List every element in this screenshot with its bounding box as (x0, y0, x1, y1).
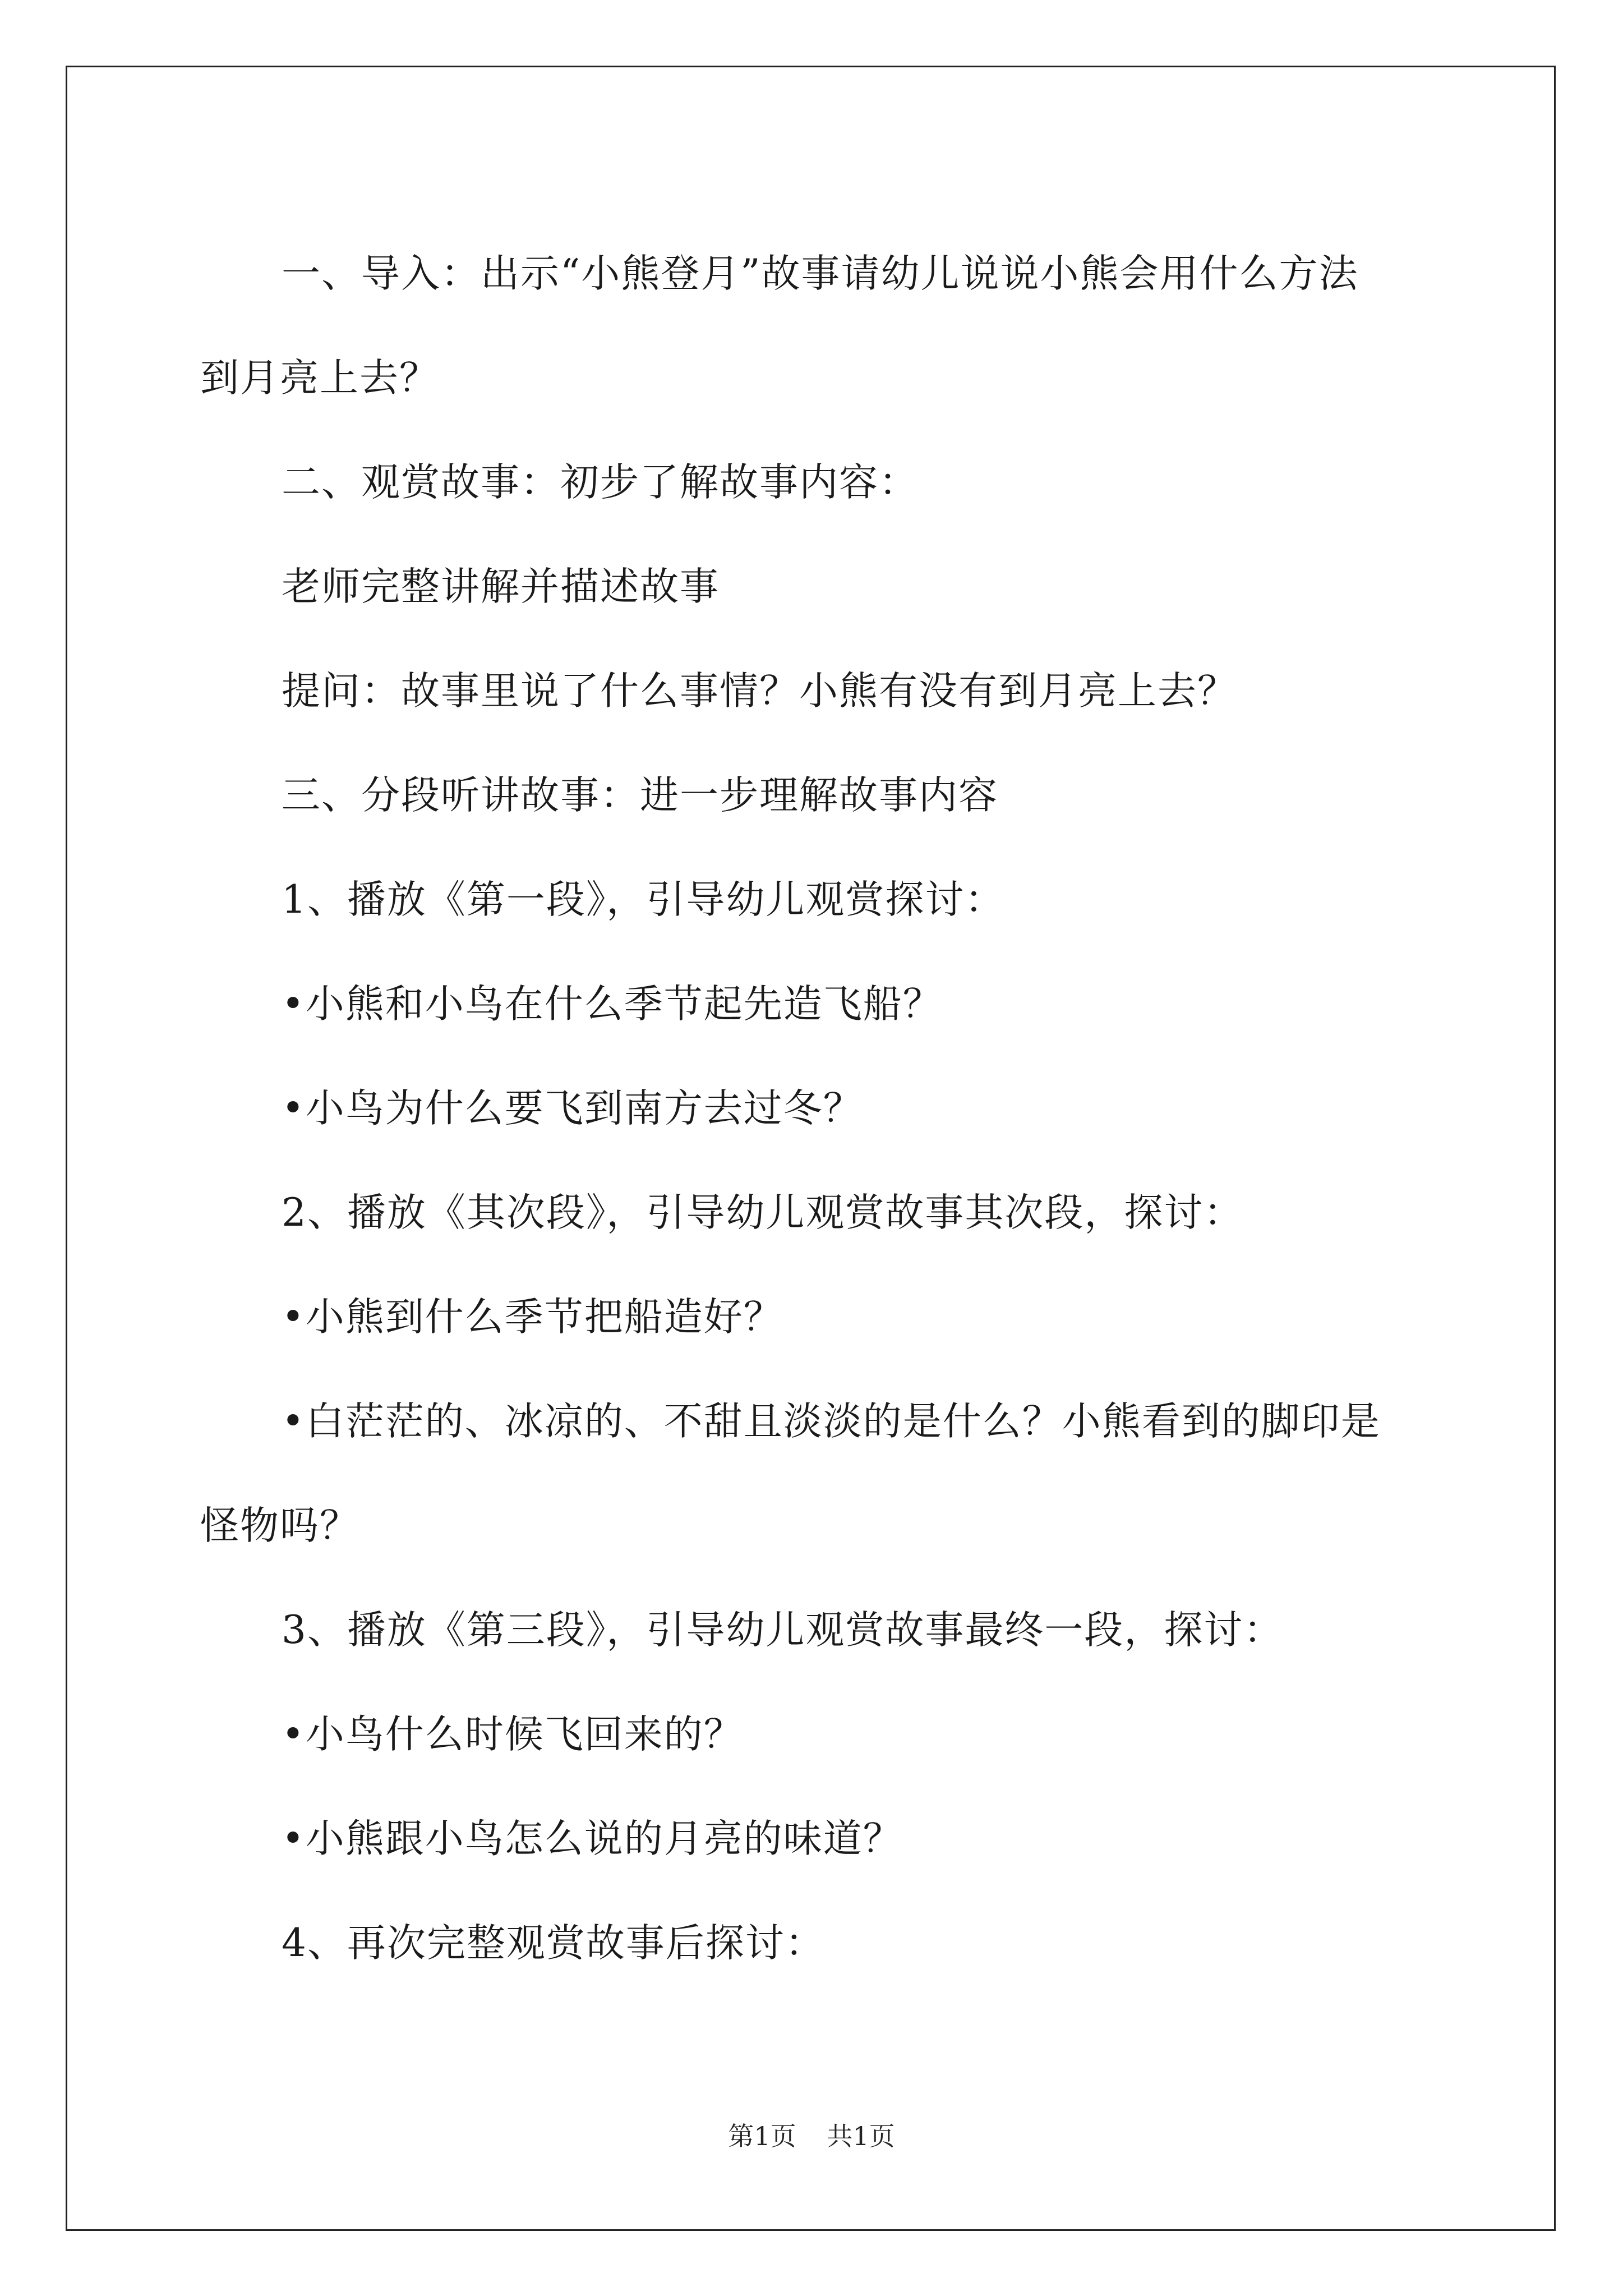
page-footer (0, 2116, 1623, 2153)
bullet-item: •小鸟什么时候飞回来的？ (282, 1712, 744, 1757)
paragraph-intro-continued: 到月亮上去？ (200, 356, 439, 401)
bullet-item: •小鸟为什么要飞到南方去过冬？ (282, 1086, 863, 1131)
section-two-heading: 二、观赏故事：初步了解故事内容： (282, 460, 919, 505)
paragraph-intro: 一、导入：出示“小熊登月”故事请幼儿说说小熊会用什么方法 (282, 251, 1359, 296)
page-number-total: 共1页 (827, 2121, 895, 2151)
bullet-item: •小熊到什么季节把船造好？ (282, 1295, 783, 1340)
bullet-item: •小熊跟小鸟怎么说的月亮的味道？ (282, 1816, 903, 1861)
bullet-item: •白茫茫的、冰凉的、不甜且淡淡的是什么？小熊看到的脚印是 (282, 1399, 1381, 1444)
section-three-heading: 三、分段听讲故事：进一步理解故事内容 (282, 773, 998, 818)
step-one: 1、播放《第一段》，引导幼儿观赏探讨： (282, 877, 1005, 922)
document-body (200, 222, 1434, 1995)
bullet-item-continued: 怪物吗？ (200, 1503, 359, 1548)
page-number-current: 第1页 (728, 2121, 796, 2151)
bullet-item: •小熊和小鸟在什么季节起先造飞船？ (282, 982, 943, 1027)
paragraph-teacher: 老师完整讲解并描述故事 (282, 564, 720, 609)
paragraph-question: 提问：故事里说了什么事情？小熊有没有到月亮上去？ (282, 669, 1237, 714)
step-three: 3、播放《第三段》，引导幼儿观赏故事最终一段，探讨： (282, 1608, 1284, 1653)
step-two: 2、播放《其次段》，引导幼儿观赏故事其次段，探讨： (282, 1190, 1244, 1235)
step-four: 4、再次完整观赏故事后探讨： (282, 1921, 825, 1966)
